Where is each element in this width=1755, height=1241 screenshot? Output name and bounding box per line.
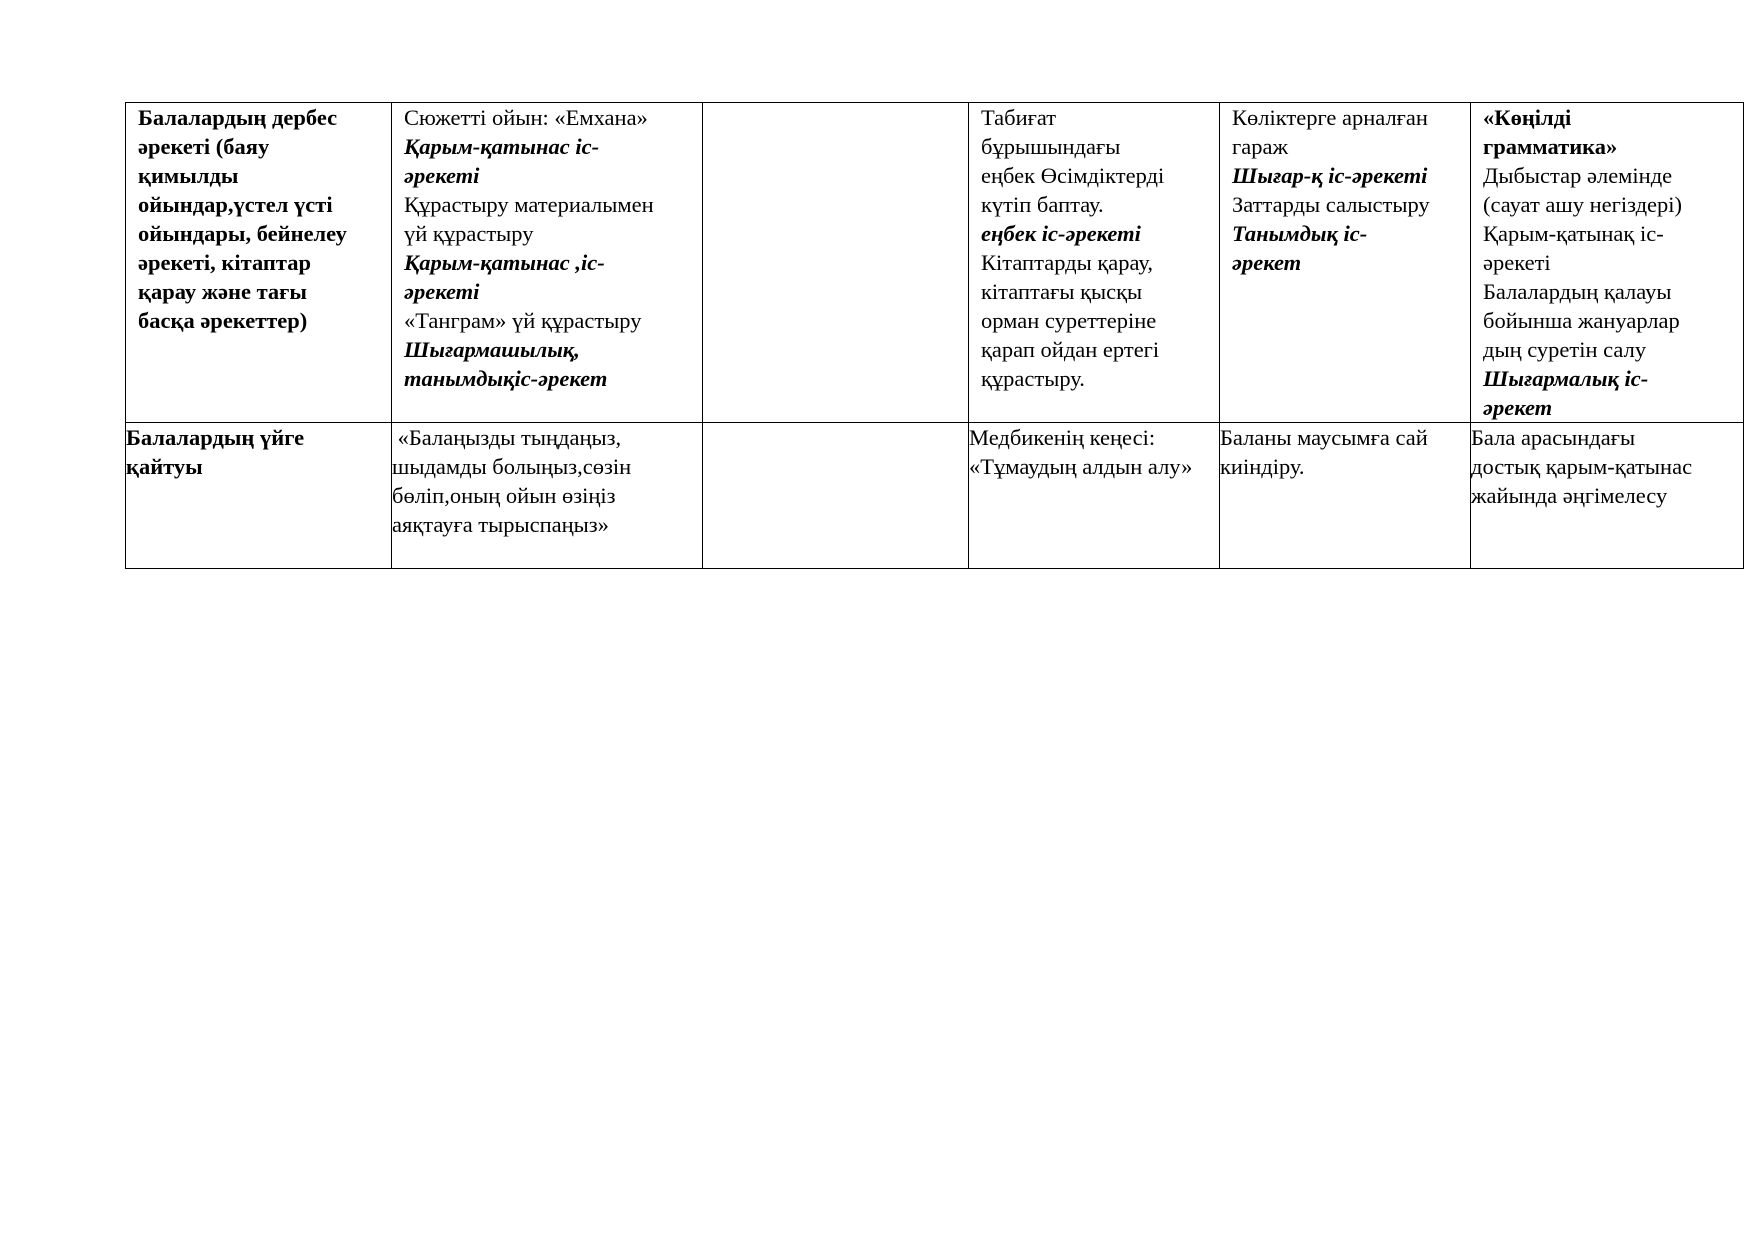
cell-text-line: еңбек іс-әрекеті [981, 221, 1141, 246]
cell-text-line: қайтуы [126, 454, 203, 479]
cell-text-line: бөліп,оның ойын өзіңіз [392, 483, 616, 508]
cell-text-line: Табиғат [981, 105, 1057, 130]
cell-text-line: танымдықіс-әрекет [404, 366, 608, 391]
cell-tuesday-activity [703, 103, 969, 423]
cell-text-line: дың суретін салу [1483, 337, 1647, 362]
cell-text-line: бойынша жануарлар [1483, 308, 1680, 333]
cell-text-line: қарап ойдан ертегі [981, 337, 1160, 362]
cell-text-line: басқа әрекеттер) [138, 308, 308, 333]
cell-text-line: күтіп баптау. [981, 192, 1104, 217]
cell-text-line: Баланы маусымға сай [1220, 425, 1428, 450]
cell-text-line: Заттарды салыстыру [1232, 192, 1430, 217]
cell-friday-advice [1471, 423, 1744, 569]
cell-text-line: жайында әңгімелесу [1471, 483, 1668, 508]
cell-text-line: әрекет [1232, 250, 1302, 275]
cell-monday-activity [392, 103, 703, 423]
cell-text-line: Дыбыстар әлемінде [1483, 163, 1673, 188]
cell-text-line: ойындар,үстел үсті [138, 192, 333, 217]
cell-thursday-advice [1220, 423, 1471, 569]
cell-text-line: әрекеті [404, 163, 480, 188]
cell-text-line: құрастыру. [981, 366, 1085, 391]
cell-text-line: әрекеті (баяу [138, 134, 270, 159]
cell-row-header-independent-activity [126, 103, 392, 423]
cell-row-header-going-home [126, 423, 392, 569]
table-row-going-home [126, 423, 1744, 569]
cell-text-line: еңбек Өсімдіктерді [981, 163, 1165, 188]
cell-text-line: Қарым-қатынас ,іс- [404, 250, 605, 275]
cell-text-line: Балалардың үйге [126, 425, 305, 450]
cell-text-line: Балалардың дербес [138, 105, 338, 130]
cell-text-line: Танымдық іс- [1232, 221, 1368, 246]
cell-text-line: орман суреттеріне [981, 308, 1157, 333]
activity-plan-table [125, 102, 1744, 569]
cell-text-line: гараж [1232, 134, 1288, 159]
cell-wednesday-activity [969, 103, 1220, 423]
cell-text-line: «Тұмаудың алдын алу» [969, 454, 1193, 479]
cell-text-line: Шығар-қ іс-әрекеті [1232, 163, 1428, 188]
cell-tuesday-advice [703, 423, 969, 569]
cell-text-line: киіндіру. [1220, 454, 1305, 479]
cell-text-line: «Балаңызды тыңдаңыз, [392, 425, 622, 450]
cell-text-line: әрекеті, кітаптар [138, 250, 311, 275]
cell-text-line: қарау және тағы [138, 279, 307, 304]
cell-text-line: Бала арасындағы [1471, 425, 1636, 450]
cell-text-line: шыдамды болыңыз,сөзін [392, 454, 632, 479]
cell-text-line: Сюжетті ойын: «Емхана» [404, 105, 648, 130]
cell-text-line: Медбикенің кеңесі: [969, 425, 1156, 450]
cell-text-line: кітаптағы қысқы [981, 279, 1143, 304]
cell-monday-advice [392, 423, 703, 569]
cell-text-line: бұрышындағы [981, 134, 1121, 159]
cell-text-line: грамматика» [1483, 134, 1618, 159]
cell-text-line: достық қарым-қатынас [1471, 454, 1693, 479]
cell-wednesday-advice [969, 423, 1220, 569]
cell-thursday-activity [1220, 103, 1471, 423]
cell-friday-activity [1471, 103, 1744, 423]
cell-text-line: (сауат ашу негіздері) [1483, 192, 1683, 217]
cell-text-line: Құрастыру материалымен [404, 192, 654, 217]
cell-text-line: «Көңілді [1483, 105, 1572, 130]
cell-text-line: қимылды [138, 163, 239, 188]
cell-text-line: үй құрастыру [404, 221, 534, 246]
cell-text-line: Балалардың қалауы [1483, 279, 1672, 304]
cell-text-line: Қарым-қатынас іс- [404, 134, 600, 159]
cell-text-line: әрекет [1483, 395, 1553, 420]
cell-text-line: Қарым-қатынақ іс- [1483, 221, 1664, 246]
cell-text-line: ойындары, бейнелеу [138, 221, 347, 246]
cell-text-line: әрекеті [404, 279, 480, 304]
cell-text-line: Шығармалық іс- [1483, 366, 1649, 391]
cell-text-line: аяқтауға тырыспаңыз» [392, 512, 609, 537]
cell-text-line: Шығармашылық, [404, 337, 580, 362]
cell-text-line: «Танграм» үй құрастыру [404, 308, 642, 333]
cell-text-line: әрекеті [1483, 250, 1551, 275]
cell-text-line: Кітаптарды қарау, [981, 250, 1153, 275]
table-row-independent-activity [126, 103, 1744, 423]
cell-text-line: Көліктерге арналған [1232, 105, 1428, 130]
